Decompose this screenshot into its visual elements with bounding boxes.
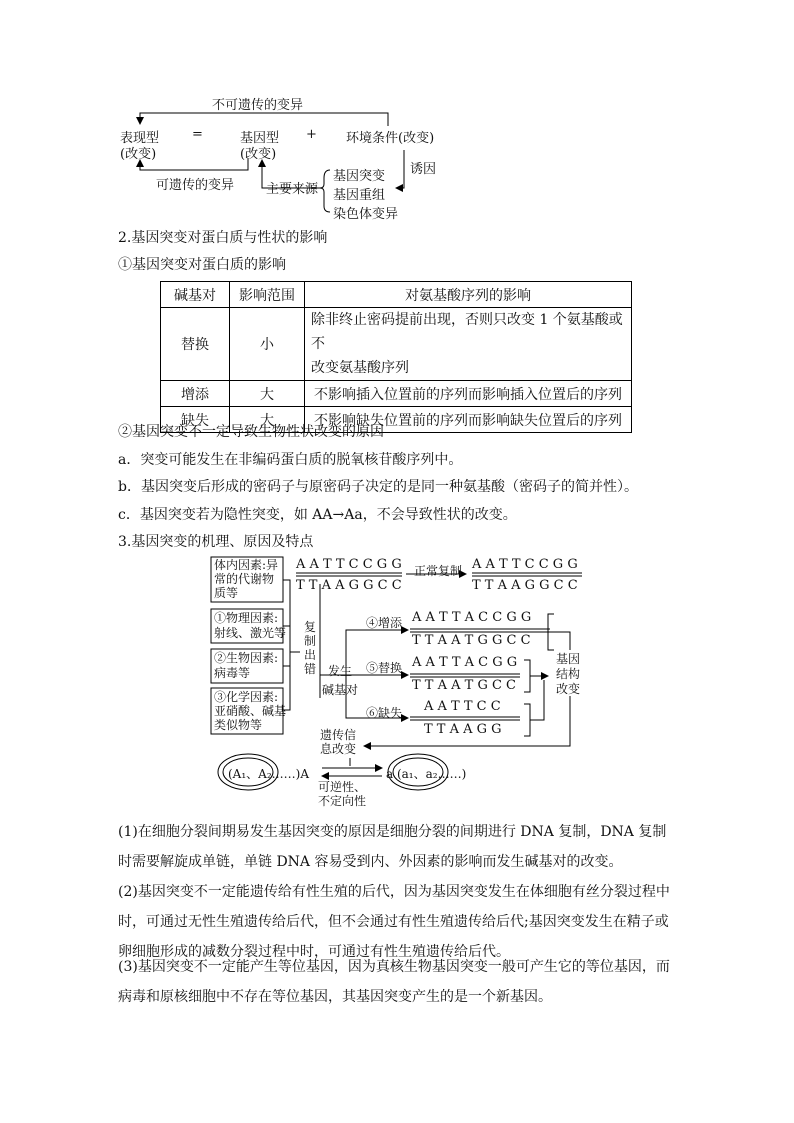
table-header: 碱基对 — [161, 282, 230, 308]
list-item: a．突变可能发生在非编码蛋白质的脱氧核苷酸序列中。 — [118, 452, 463, 468]
base-pair-label: 碱基对 — [322, 683, 359, 697]
add-label: ④增添 — [366, 616, 403, 630]
factor-line: 体内因素:异 — [214, 558, 279, 572]
gene-change-line: 改变 — [556, 682, 581, 696]
equals-sign: = — [192, 127, 203, 142]
table-cell: 小 — [230, 308, 305, 381]
error-char: 复 — [304, 620, 317, 634]
error-char: 错 — [304, 662, 317, 676]
table-cell: 增添 — [161, 381, 230, 407]
factor-physical — [214, 611, 286, 641]
factor-line: 常的代谢物 — [214, 572, 275, 586]
table-cell-line: 除非终止密码提前出现，否则只改变 1 个氨基酸或不 — [311, 312, 623, 352]
phenotype-sub: (改变) — [120, 147, 157, 162]
error-char: 制 — [304, 634, 317, 648]
error-char: 出 — [304, 648, 317, 662]
normal-replication-label: 正常复制 — [414, 564, 463, 578]
table-cell — [305, 308, 632, 381]
genotype-sub: (改变) — [240, 147, 277, 162]
dna-orig-bottom: T T A A G G C C — [296, 578, 402, 593]
table-cell: 不影响插入位置前的序列而影响插入位置后的序列 — [305, 381, 632, 407]
factor-line: ①物理因素: — [214, 611, 279, 625]
dna-add-top: A A T T A C C G G — [412, 610, 532, 625]
table-header: 对氨基酸序列的影响 — [305, 282, 632, 308]
table-cell: 大 — [230, 407, 305, 433]
traits-line: 可逆性、 — [318, 780, 367, 794]
source-chromosome: 染色体变异 — [333, 207, 399, 222]
paragraph: (1)在细胞分裂间期易发生基因突变的原因是细胞分裂的间期进行 DNA 复制，DNA 复制时需要解旋成单链，单链 DNA 容易受到内、外因素的影响而发生碱基对的改变。 — [118, 824, 667, 870]
source-recombination: 基因重组 — [333, 188, 386, 203]
dna-orig-top: A A T T C C G G — [296, 557, 402, 572]
gene-change-line: 基因 — [556, 652, 581, 666]
gene-change-label — [556, 652, 580, 697]
info-change-label — [320, 728, 356, 756]
info-change-line: 息改变 — [320, 742, 357, 756]
replication-error-label — [304, 620, 316, 676]
table-row — [161, 308, 632, 381]
variation-diagram — [0, 0, 794, 230]
table-cell: 大 — [230, 381, 305, 407]
mutation-effect-table — [160, 281, 632, 433]
dna-del-bottom: T T A A G G — [424, 722, 502, 737]
table-cell: 替换 — [161, 308, 230, 381]
table-row — [161, 381, 632, 407]
left-allele: (A₁、A₂……)A — [228, 767, 309, 781]
dna-sub-bottom: T T A A T G C C — [412, 678, 516, 693]
induce-label: 诱因 — [410, 162, 437, 177]
plus-sign: + — [306, 127, 317, 142]
factor-line: ②生物因素: — [214, 651, 279, 665]
factor-biological — [214, 651, 278, 681]
factor-line: 射线、激光等 — [214, 626, 287, 640]
table-header-row — [161, 282, 632, 308]
genotype-label: 基因型 — [240, 131, 280, 146]
section3-title: 3.基因突变的机理、原因及特点 — [118, 534, 314, 550]
table-cell: 不影响缺失位置前的序列而影响缺失位置后的序列 — [305, 407, 632, 433]
factor-line: 亚硝酸、碱基 — [214, 704, 287, 718]
factor-line: 质等 — [214, 586, 239, 600]
environment-label: 环境条件(改变) — [346, 131, 435, 146]
main-source-label: 主要来源 — [266, 182, 319, 197]
section2-title: 2.基因突变对蛋白质与性状的影响 — [118, 230, 328, 246]
dna-copy-bottom: T T A A G G C C — [472, 578, 578, 593]
occur-label: 发生 — [328, 664, 353, 678]
dna-del-top: A A T T C C — [424, 699, 501, 714]
del-label: ⑥缺失 — [366, 706, 403, 720]
list-item: b．基因突变后形成的密码子与原密码子决定的是同一种氨基酸（密码子的简并性）。 — [118, 479, 638, 495]
table-header: 影响范围 — [230, 282, 305, 308]
section2-sub1: ①基因突变对蛋白质的影响 — [118, 257, 286, 273]
list-item: c．基因突变若为隐性突变，如 AA→Aa，不会导致性状的改变。 — [118, 507, 517, 523]
right-allele: a (a₁、a₂……) — [386, 767, 467, 781]
non-heritable-label: 不可遗传的变异 — [212, 98, 304, 113]
table-cell: 缺失 — [161, 407, 230, 433]
table-cell-line: 改变氨基酸序列 — [311, 360, 409, 376]
factor-chemical — [214, 690, 286, 732]
heritable-label: 可遗传的变异 — [156, 178, 235, 193]
section2-sub2: ②基因突变不一定导致生物性状改变的原因 — [118, 424, 384, 440]
factor-line: 类似物等 — [214, 718, 263, 732]
dna-add-bottom: T T A A T G G C C — [412, 633, 531, 648]
dna-copy-top: A A T T C C G G — [472, 557, 578, 572]
dna-sub-top: A A T T A C G G — [412, 655, 518, 670]
info-change-line: 遗传信 — [320, 728, 357, 742]
sub-label: ⑤替换 — [366, 661, 403, 675]
source-mutation: 基因突变 — [333, 169, 386, 184]
factor-internal — [214, 558, 278, 600]
phenotype-label: 表现型 — [120, 131, 160, 146]
traits-label — [318, 780, 366, 808]
paragraph: (2)基因突变不一定能遗传给有性生殖的后代，因为基因突变发生在体细胞有丝分裂过程中时，可通过无性生殖遗传给后代，但不会通过有性生殖遗传给后代;基因突变发生在精子或卵细胞形成的减数分裂过程中时，可通过有性生殖遗传给后代。 — [118, 884, 670, 960]
traits-line: 不定向性 — [318, 794, 367, 808]
factor-line: ③化学因素: — [214, 690, 279, 704]
factor-line: 病毒等 — [214, 666, 251, 680]
gene-change-line: 结构 — [556, 667, 581, 681]
paragraph: (3)基因突变不一定能产生等位基因，因为真核生物基因突变一般可产生它的等位基因，而病毒和原核细胞中不存在等位基因，其基因突变产生的是一个新基因。 — [118, 959, 670, 1005]
